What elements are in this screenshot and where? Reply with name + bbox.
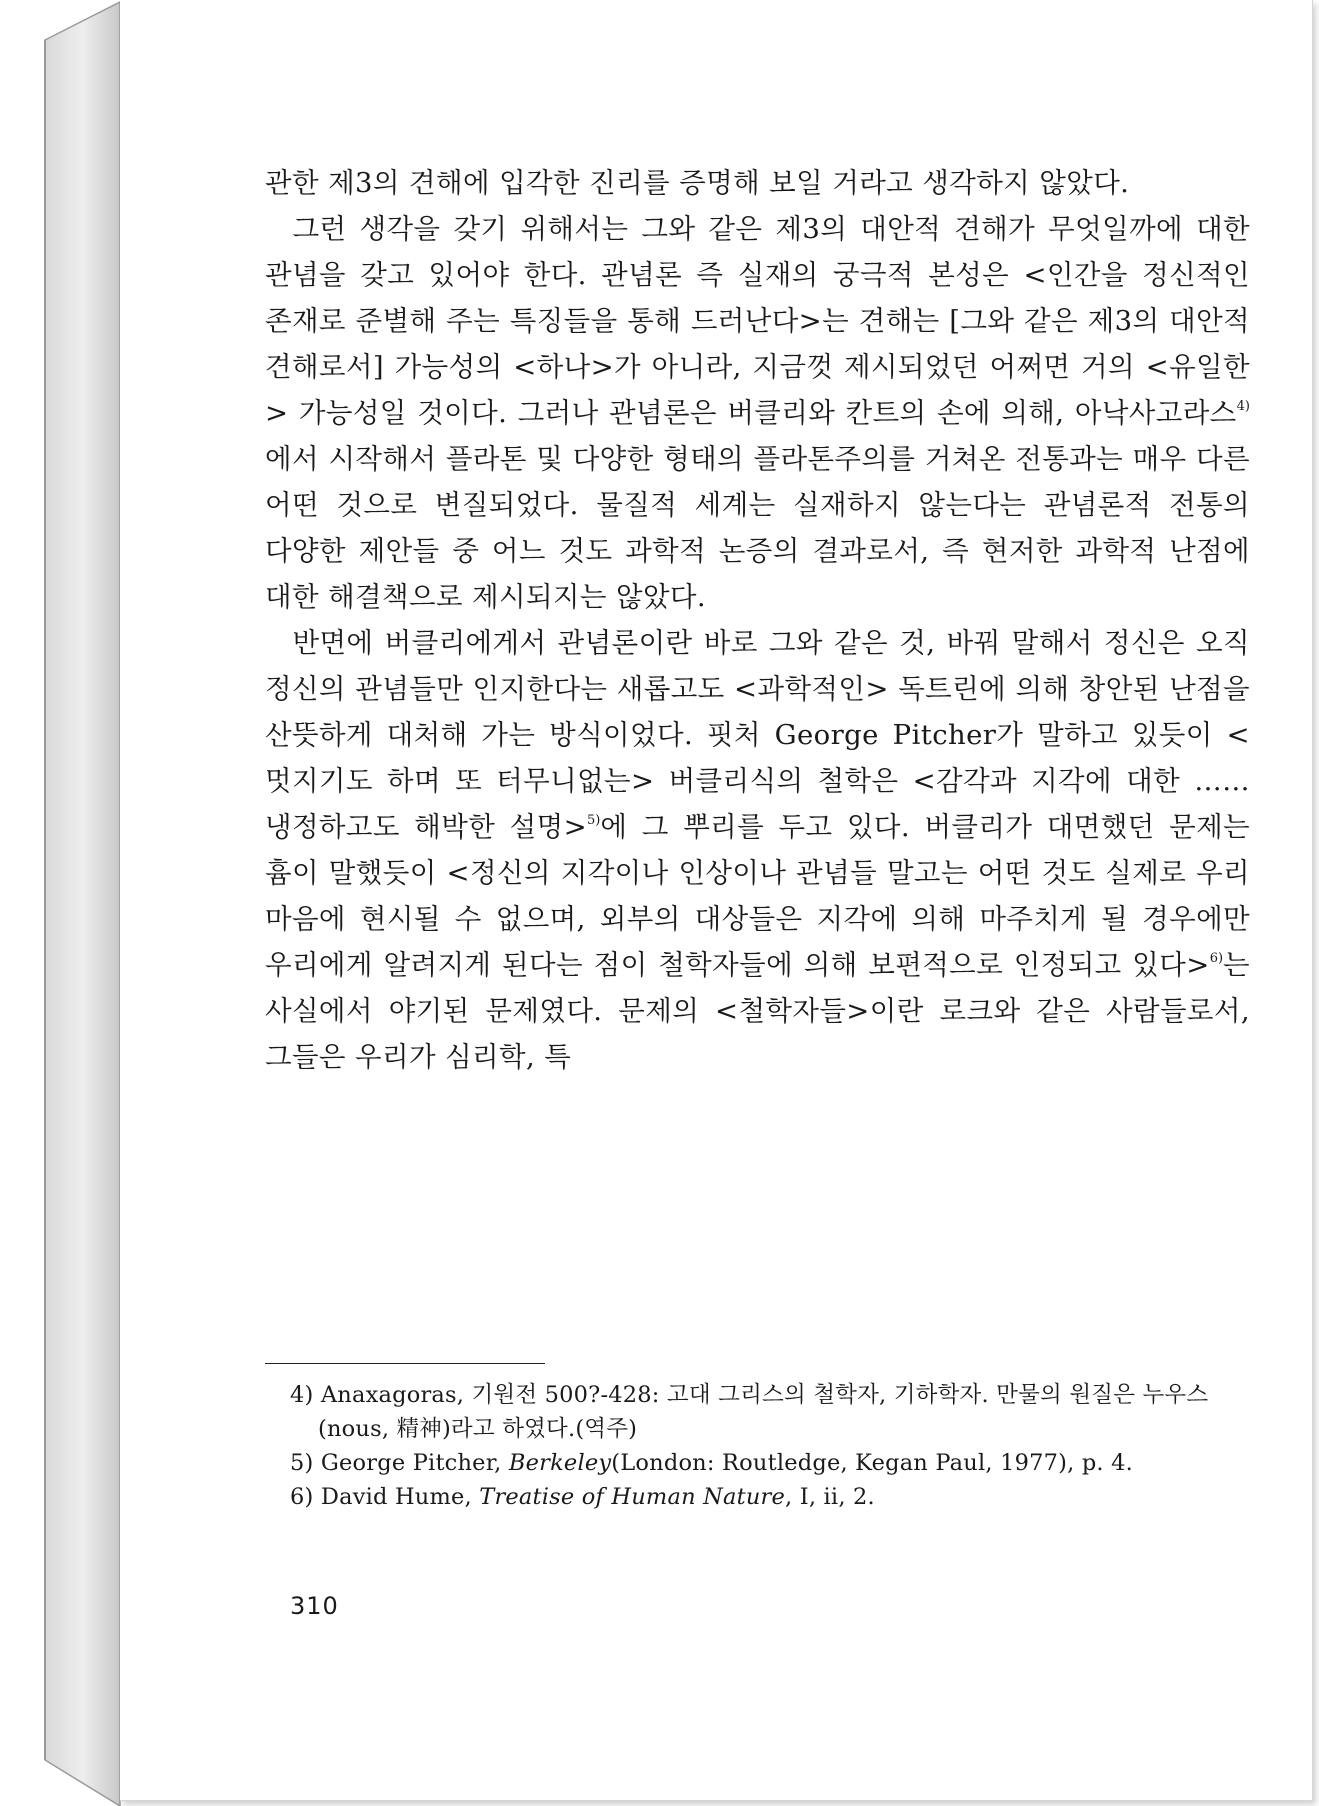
paragraph <box>265 620 1250 1080</box>
paragraph <box>265 206 1250 620</box>
text-run: 5) George Pitcher, <box>290 1450 509 1476</box>
footnote-item <box>290 1446 1250 1480</box>
footnote-ref: 6) <box>1209 951 1224 966</box>
footnote-item <box>290 1378 1250 1446</box>
text-run: 에 그 뿌리를 두고 있다. 버클리가 대면했던 문제는 흄이 말했듯이 <정신의 지각이나 인상이나 관념들 말고는 어떤 것도 실제로 우리 마음에 현시될 수 없으며, 외부의 대상들은 지각에 의해 마주치게 될 경우에만 우리에게 알려지게 된다는 점이 철학자들에 의해 보편적으로 인정되고 있다> <box>265 811 1251 981</box>
paragraph <box>265 160 1250 206</box>
text-run: 6) David Hume, <box>290 1484 480 1510</box>
text-run: 는 사실에서 야기된 문제였다. 문제의 <철학자들>이란 로크와 같은 사람들로서, 그들은 우리가 심리학, 특 <box>265 949 1250 1073</box>
text-run: (London: Routledge, Kegan Paul, 1977), p. 4. <box>611 1450 1133 1476</box>
page-number: 310 <box>290 1592 339 1620</box>
body-text <box>265 160 1250 1080</box>
text-run: 에서 시작해서 플라톤 및 다양한 형태의 플라톤주의를 거쳐온 전통과는 매우 다른 어떤 것으로 변질되었다. 물질적 세계는 실재하지 않는다는 관념론적 전통의 다양한 제안들 중 어느 것도 과학적 논증의 결과로서, 즉 현저한 과학적 난점에 대한 해결책으로 제시되지는 않았다. <box>265 443 1250 613</box>
footnote-ref: 5) <box>587 813 601 828</box>
footnote-item <box>290 1480 1250 1514</box>
text-run: 그런 생각을 갖기 위해서는 그와 같은 제3의 대안적 견해가 무엇일까에 대한 관념을 갖고 있어야 한다. 관념론 즉 실재의 궁극적 본성은 <인간을 정신적인 존재로 준별해 주는 특징들을 통해 드러난다>는 견해는 [그와 같은 제3의 대안적 견해로서] 가능성의 <하나>가 아니라, 지금껏 제시되었던 어쩌면 거의 <유일한> 가능성일 것이다. 그러나 관념론은 버클리와 칸트의 손에 의해, 아낙사고라스 <box>265 213 1250 429</box>
book-spine <box>0 0 130 1806</box>
book-title: Treatise of Human Nature <box>479 1484 786 1510</box>
footnote-rule <box>265 1363 545 1364</box>
footnotes <box>290 1378 1250 1514</box>
book-title: Berkeley <box>508 1450 612 1476</box>
text-run: , I, ii, 2. <box>785 1484 875 1510</box>
text-run: 관한 제3의 견해에 입각한 진리를 증명해 보일 거라고 생각하지 않았다. <box>265 167 1130 199</box>
footnote-ref: 4) <box>1236 399 1250 414</box>
text-run: 반면에 버클리에게서 관념론이란 바로 그와 같은 것, 바꿔 말해서 정신은 오직 정신의 관념들만 인지한다는 새롭고도 <과학적인> 독트린에 의해 창안된 난점을 산뜻하게 대처해 가는 방식이었다. 핏처 George Pitcher가 말하고 있듯이 <멋지기도 하며 또 터무니없는> 버클리식의 철학은 <감각과 지각에 대한 ……냉정하고도 해박한 설명> <box>265 627 1250 843</box>
text-run: 4) Anaxagoras, 기원전 500?-428: 고대 그리스의 철학자, 기하학자. 만물의 원질은 누우스(nous, 精神)라고 하였다.(역주) <box>290 1382 1209 1442</box>
book-page <box>120 0 1313 1801</box>
